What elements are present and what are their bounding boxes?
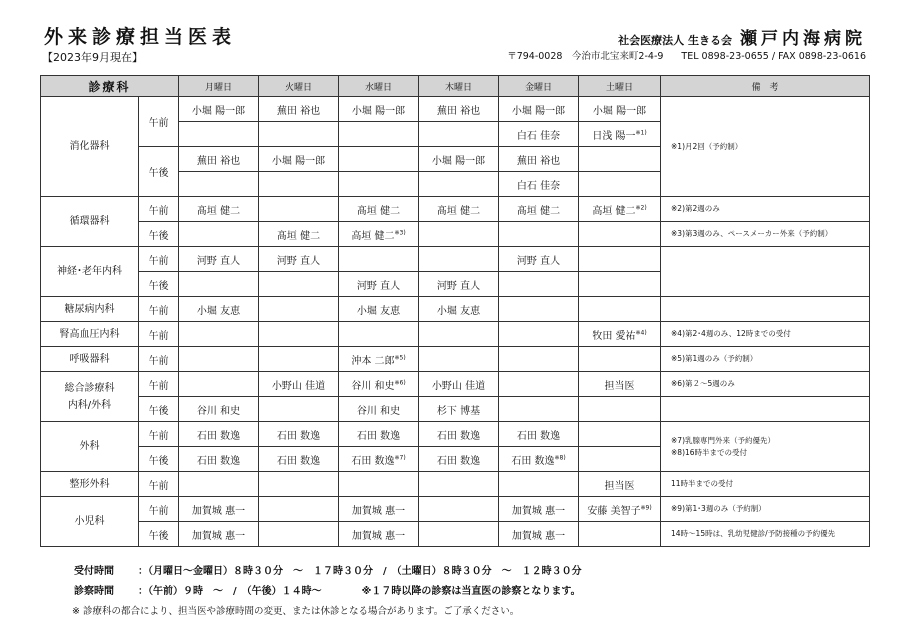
- cell: [499, 222, 579, 247]
- cell: [499, 297, 579, 322]
- cell: 髙垣 健二: [339, 197, 419, 222]
- cell: [259, 297, 339, 322]
- dept-kidney: 腎高血圧内科: [41, 322, 139, 347]
- cell: 髙垣 健二: [179, 197, 259, 222]
- note-ortho: 11時半までの受付: [661, 472, 870, 497]
- dept-general: 総合診療科 内科/外科: [41, 372, 139, 422]
- address: 〒794-0028 今治市北宝来町2-4-9: [507, 51, 664, 62]
- session-am: 午前: [139, 422, 179, 447]
- hospital-contact: [507, 48, 866, 62]
- cell: [419, 172, 499, 197]
- cell: 髙垣 健二: [499, 197, 579, 222]
- dept-pediatrics: 小児科: [41, 497, 139, 547]
- cell: 小堀 友恵: [419, 297, 499, 322]
- cell: [179, 472, 259, 497]
- cell: 加賀城 惠一: [339, 522, 419, 547]
- cell: [259, 272, 339, 297]
- footnote-mark: ※2): [635, 204, 647, 212]
- session-pm: 午後: [139, 447, 179, 472]
- cell: [499, 347, 579, 372]
- cell: [579, 522, 661, 547]
- note-cardio-am: ※2)第2週のみ: [661, 197, 870, 222]
- cell: 髙垣 健二: [419, 197, 499, 222]
- dept-respiratory: 呼吸器科: [41, 347, 139, 372]
- page-title: 外来診療担当医表: [44, 26, 237, 48]
- note-neuro: [661, 247, 870, 297]
- note-pediatrics-pm: 14時～15時は、乳幼児健診/予防接種の予約優先: [661, 522, 870, 547]
- clinic-hours: [74, 582, 582, 602]
- cell: [419, 122, 499, 147]
- reception-hours: [74, 562, 582, 582]
- note-kidney: ※4)第2･4週のみ、12時までの受付: [661, 322, 870, 347]
- cell: [499, 472, 579, 497]
- cell: 蕪田 裕也: [259, 97, 339, 122]
- cell: 河野 直人: [419, 272, 499, 297]
- dept-surgery: 外科: [41, 422, 139, 472]
- org-name: 瀬戸内海病院: [740, 29, 866, 49]
- session-am: 午前: [139, 322, 179, 347]
- cell: [339, 322, 419, 347]
- cell: [259, 522, 339, 547]
- note-pediatrics-am: ※9)第1･3週のみ（予約制）: [661, 497, 870, 522]
- cell: 担当医: [579, 372, 661, 397]
- cell: [419, 322, 499, 347]
- cell: 髙垣 健二: [259, 222, 339, 247]
- cell: 加賀城 惠一: [179, 522, 259, 547]
- cell: 小堀 友恵: [339, 297, 419, 322]
- note-general-pm: [661, 397, 870, 422]
- cell: [579, 347, 661, 372]
- cell: 石田 数逸: [499, 422, 579, 447]
- header-department: 診療科: [41, 76, 179, 97]
- clinic-text: ：（午前）９時 ～ / （午後）１４時～: [138, 586, 322, 597]
- cell: 河野 直人: [179, 247, 259, 272]
- table-row: [41, 297, 870, 322]
- cell: 小野山 佳道: [419, 372, 499, 397]
- cell: [259, 197, 339, 222]
- header-row: [41, 76, 870, 97]
- cell: 白石 佳奈: [499, 172, 579, 197]
- session-am: 午前: [139, 247, 179, 272]
- dept-ortho: 整形外科: [41, 472, 139, 497]
- table-row: [41, 422, 870, 447]
- cell: 河野 直人: [259, 247, 339, 272]
- cell: [579, 147, 661, 172]
- table-row: [41, 247, 870, 272]
- header-fri: 金曜日: [499, 76, 579, 97]
- cell: 小堀 陽一郎: [499, 97, 579, 122]
- cell: [579, 422, 661, 447]
- cell: 小堀 陽一郎: [259, 147, 339, 172]
- session-pm: 午後: [139, 272, 179, 297]
- table-row: [41, 322, 870, 347]
- cell: 小堀 友恵: [179, 297, 259, 322]
- hospital-name: [618, 24, 866, 49]
- cell: 加賀城 惠一: [499, 522, 579, 547]
- cell: [179, 122, 259, 147]
- cell: 石田 数逸: [179, 422, 259, 447]
- table-row: [41, 197, 870, 222]
- dept-cardio: 循環器科: [41, 197, 139, 247]
- cell: [419, 472, 499, 497]
- cell: 安藤 美智子$^{※9)}$: [579, 497, 661, 522]
- cell: [579, 397, 661, 422]
- tel-fax: TEL 0898-23-0655 / FAX 0898-23-0616: [681, 51, 866, 62]
- cell: [179, 172, 259, 197]
- cell: 小堀 陽一郎: [179, 97, 259, 122]
- cell: [579, 247, 661, 272]
- cell: [579, 297, 661, 322]
- cell: 石田 数逸: [259, 447, 339, 472]
- session-am: 午前: [139, 347, 179, 372]
- cell: 石田 数逸$^{※7)}$: [339, 447, 419, 472]
- session-am: 午前: [139, 372, 179, 397]
- session-pm: 午後: [139, 522, 179, 547]
- org-prefix: 社会医療法人 生きる会: [618, 34, 732, 47]
- cell: 加賀城 惠一: [499, 497, 579, 522]
- clinic-label: 診察時間: [74, 586, 114, 597]
- session-am: 午前: [139, 297, 179, 322]
- as-of-date: 【2023年9月現在】: [42, 51, 143, 64]
- session-pm: 午後: [139, 397, 179, 422]
- cell: [339, 147, 419, 172]
- table-row: [41, 497, 870, 522]
- footnote: ※ 診療科の都合により、担当医や診療時間の変更、または休診となる場合があります。ご了承ください。: [72, 606, 520, 617]
- cell: 石田 数逸: [179, 447, 259, 472]
- cell: 沖本 二郎$^{※5)}$: [339, 347, 419, 372]
- cell: [339, 472, 419, 497]
- cell: [339, 122, 419, 147]
- cell: [419, 347, 499, 372]
- header-wed: 水曜日: [339, 76, 419, 97]
- cell: 加賀城 惠一: [179, 497, 259, 522]
- cell: [259, 122, 339, 147]
- reception-label: 受付時間: [74, 566, 114, 577]
- cell: [419, 497, 499, 522]
- cell: [339, 172, 419, 197]
- session-am: 午前: [139, 197, 179, 222]
- note-respiratory: ※5)第1週のみ（予約制）: [661, 347, 870, 372]
- header-notes: 備 考: [661, 76, 870, 97]
- cell: 小野山 佳道: [259, 372, 339, 397]
- cell: 河野 直人: [339, 272, 419, 297]
- cell: 杉下 博基: [419, 397, 499, 422]
- cell: [579, 222, 661, 247]
- cell: [579, 172, 661, 197]
- cell: 牧田 愛祐$^{※4)}$: [579, 322, 661, 347]
- footnote-mark: ※9): [640, 504, 652, 512]
- footnote-mark: ※8): [554, 454, 566, 462]
- header-thu: 木曜日: [419, 76, 499, 97]
- cell: [179, 322, 259, 347]
- cell: [179, 222, 259, 247]
- cell: 谷川 和史: [339, 397, 419, 422]
- header-mon: 月曜日: [179, 76, 259, 97]
- session-am: 午前: [139, 497, 179, 522]
- cell: [259, 397, 339, 422]
- cell: 日浅 陽一$^{※1)}$: [579, 122, 661, 147]
- cell: [259, 322, 339, 347]
- cell: 蕪田 裕也: [419, 97, 499, 122]
- schedule-table: [40, 75, 870, 547]
- cell: 高垣 健二$^{※3)}$: [339, 222, 419, 247]
- cell: 加賀城 惠一: [339, 497, 419, 522]
- table-row: [41, 222, 870, 247]
- cell: [259, 347, 339, 372]
- cell: [419, 222, 499, 247]
- cell: 蕪田 裕也: [179, 147, 259, 172]
- dept-neuro: 神経･老年内科: [41, 247, 139, 297]
- cell: 谷川 和史$^{※6)}$: [339, 372, 419, 397]
- cell: 高垣 健二$^{※2)}$: [579, 197, 661, 222]
- note-cardio-pm: ※3)第3週のみ、ペースメーカー外来（予約制）: [661, 222, 870, 247]
- cell: [259, 497, 339, 522]
- cell: [179, 272, 259, 297]
- cell: [419, 247, 499, 272]
- header-sat: 土曜日: [579, 76, 661, 97]
- cell: 小堀 陽一郎: [339, 97, 419, 122]
- dept-gastro: 消化器科: [41, 97, 139, 197]
- table-row: [41, 347, 870, 372]
- cell: [499, 272, 579, 297]
- footnote-mark: ※5): [394, 354, 406, 362]
- session-am: 午前: [139, 97, 179, 147]
- cell: 石田 数逸$^{※8)}$: [499, 447, 579, 472]
- footnote-mark: ※3): [394, 229, 406, 237]
- note-gastro: ※1)月2回（予約制）: [661, 97, 870, 197]
- session-am: 午前: [139, 472, 179, 497]
- hours-section: [74, 562, 582, 602]
- cell: 石田 数逸: [339, 422, 419, 447]
- session-pm: 午後: [139, 147, 179, 197]
- footnote-mark: ※7): [394, 454, 406, 462]
- header-tue: 火曜日: [259, 76, 339, 97]
- note-general: ※6)第２～5週のみ: [661, 372, 870, 397]
- footnote-mark: ※1): [635, 129, 647, 137]
- cell: 石田 数逸: [259, 422, 339, 447]
- table-row: [41, 522, 870, 547]
- cell: [499, 397, 579, 422]
- table-row: [41, 397, 870, 422]
- cell: 蕪田 裕也: [499, 147, 579, 172]
- cell: [579, 272, 661, 297]
- cell: 谷川 和史: [179, 397, 259, 422]
- cell: 小堀 陽一郎: [579, 97, 661, 122]
- cell: 白石 佳奈: [499, 122, 579, 147]
- table-row: [41, 472, 870, 497]
- footnote-mark: ※6): [394, 379, 406, 387]
- cell: [499, 322, 579, 347]
- cell: [179, 347, 259, 372]
- cell: 小堀 陽一郎: [419, 147, 499, 172]
- reception-text: ：（月曜日～金曜日）８時３０分 ～ １７時３０分 / （土曜日）８時３０分 ～ １２時３０分: [138, 566, 582, 577]
- cell: [259, 472, 339, 497]
- cell: 河野 直人: [499, 247, 579, 272]
- cell: [179, 372, 259, 397]
- clinic-note: ※１７時以降の診察は当直医の診察となります。: [361, 586, 581, 597]
- session-pm: 午後: [139, 222, 179, 247]
- cell: [499, 372, 579, 397]
- cell: 担当医: [579, 472, 661, 497]
- cell: [259, 172, 339, 197]
- table-row: [41, 372, 870, 397]
- cell: [339, 247, 419, 272]
- cell: [419, 522, 499, 547]
- cell: 石田 数逸: [419, 422, 499, 447]
- cell: [579, 447, 661, 472]
- table-row: [41, 97, 870, 122]
- dept-diabetes: 糖尿病内科: [41, 297, 139, 322]
- cell: 石田 数逸: [419, 447, 499, 472]
- footnote-mark: ※4): [635, 329, 647, 337]
- note-diabetes: [661, 297, 870, 322]
- note-surgery: ※7)乳腺専門外来（予約優先） ※8)16時半までの受付: [661, 422, 870, 472]
